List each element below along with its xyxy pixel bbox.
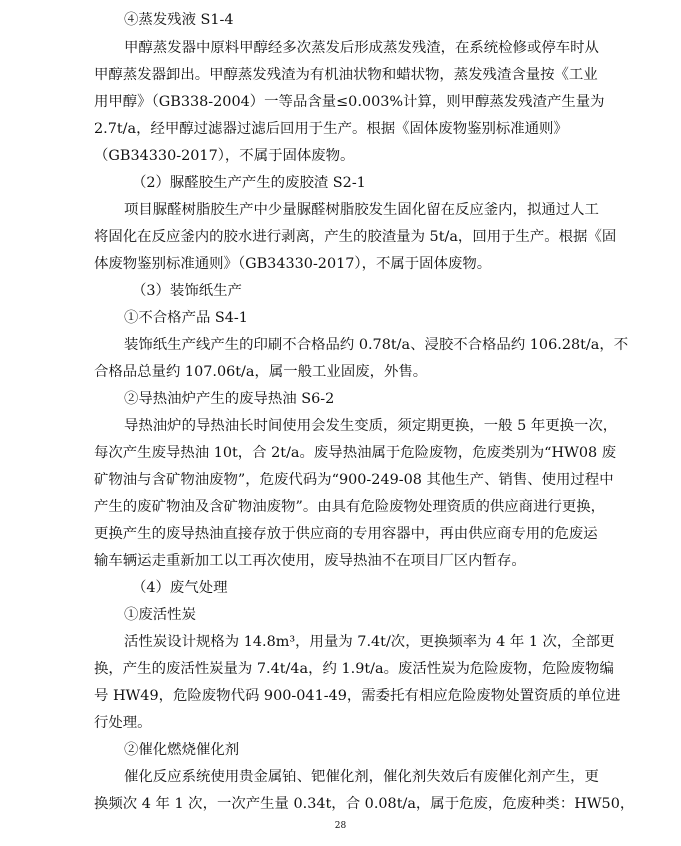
paragraph-line: 活性炭设计规格为 14.8m³，用量为 7.4t/次，更换频率为 4 年 1 次，全部更 <box>124 634 615 650</box>
paragraph-line: 合格品总量约 107.06t/a，属一般工业固废，外售。 <box>94 364 428 380</box>
section-heading-2: （2）脲醛胶生产产生的废胶渣 S2-1 <box>132 175 366 191</box>
paragraph-line: 每次产生废导热油 10t，合 2t/a。废导热油属于危险废物，危废类别为“HW08 废 <box>94 445 617 461</box>
paragraph-line: 将固化在反应釜内的胶水进行剥离，产生的胶渣量为 5t/a，回用于生产。根据《固 <box>94 229 617 245</box>
section-heading-4: （4）废气处理 <box>132 580 228 596</box>
subheading-unqualified-products: ①不合格产品 S4-1 <box>124 310 248 326</box>
paragraph-line: 甲醇蒸发器卸出。甲醇蒸发残渣为有机油状物和蜡状物，蒸发残渣含量按《工业 <box>94 67 598 83</box>
paragraph-line: 输车辆运走重新加工以工再次使用，废导热油不在项目厂区内暂存。 <box>94 553 526 569</box>
subheading-waste-heat-oil: ②导热油炉产生的废导热油 S6-2 <box>124 391 335 407</box>
paragraph-line: （GB34330-2017），不属于固体废物。 <box>94 148 355 164</box>
paragraph-line: 催化反应系统使用贵金属铂、钯催化剂，催化剂失效后有废催化剂产生，更 <box>124 769 599 785</box>
paragraph-line: 项目脲醛树脂胶生产中少量脲醛树脂胶发生固化留在反应釜内，拟通过人工 <box>124 202 599 218</box>
subheading-catalyst: ②催化燃烧催化剂 <box>124 742 240 758</box>
paragraph-line: 2.7t/a，经甲醇过滤器过滤后回用于生产。根据《固体废物鉴别标准通则》 <box>94 121 568 137</box>
paragraph-line: 矿物油与含矿物油废物”，危废代码为“900-249-08 其他生产、销售、使用过程中 <box>94 472 614 488</box>
paragraph-line: 体废物鉴别标准通则》（GB34330-2017），不属于固体废物。 <box>94 256 492 272</box>
paragraph-line: 换频次 4 年 1 次，一次产生量 0.34t，合 0.08t/a，属于危废，危废种类：HW50， <box>94 796 635 812</box>
section-heading-3: （3）装饰纸生产 <box>132 283 242 299</box>
paragraph-line: 导热油炉的导热油长时间使用会发生变质，须定期更换，一般 5 年更换一次， <box>124 418 618 434</box>
page-number: 28 <box>334 821 347 831</box>
paragraph-line: 行处理。 <box>94 715 152 731</box>
paragraph-line: 用甲醇》（GB338-2004）一等品含量≤0.003%计算，则甲醇蒸发残渣产生量为 <box>94 94 605 110</box>
paragraph-line: 换，产生的废活性炭量为 7.4t/4a，约 1.9t/a。废活性炭为危险废物，危险废物编 <box>94 661 614 677</box>
paragraph-line: 更换产生的废导热油直接存放于供应商的专用容器中，再由供应商专用的危废运 <box>94 526 598 542</box>
paragraph-line: 产生的废矿物油及含矿物油废物”。由具有危险废物处理资质的供应商进行更换， <box>94 499 606 515</box>
subheading-waste-activated-carbon: ①废活性炭 <box>124 607 196 623</box>
paragraph-line: 装饰纸生产线产生的印刷不合格品约 0.78t/a、浸胶不合格品约 106.28t/a，不 <box>124 337 629 353</box>
paragraph-line: 甲醇蒸发器中原料甲醇经多次蒸发后形成蒸发残渣，在系统检修或停车时从 <box>124 40 599 56</box>
paragraph-line: 号 HW49，危险废物代码 900-041-49，需委托有相应危险废物处置资质的单位进 <box>94 688 621 704</box>
subheading-evaporation-residue: ④蒸发残液 S1-4 <box>124 12 234 28</box>
